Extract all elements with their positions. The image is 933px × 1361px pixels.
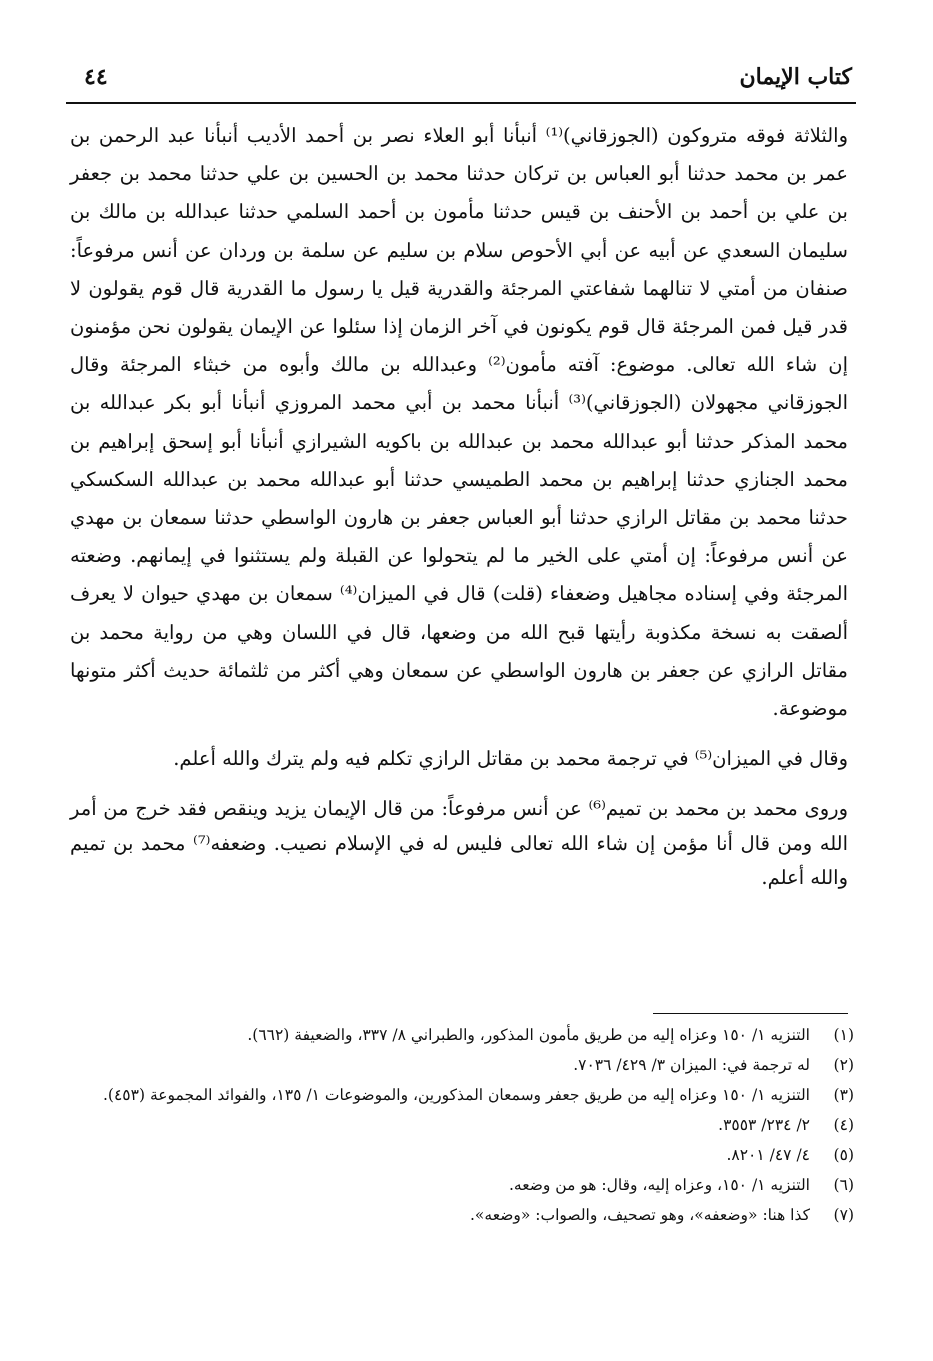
footnote-number: (٤): [833, 1116, 854, 1134]
footnote-number: (٧): [833, 1206, 854, 1224]
paragraph-3: وروى محمد بن محمد بن تميم⁽⁶⁾ عن أنس مرفوعاً: من قال الإيمان يزيد وينقص فقد خرج من أمر الله ومن قال أنا مؤمن إن شاء الله تعالى فليس له في الإسلام نصيب. وضعفه⁽⁷⁾ محمد بن تميم والله أعلم.: [70, 797, 849, 890]
footnote-number: (٦): [833, 1176, 854, 1194]
footnote-1: [70, 1020, 854, 1050]
footnote-text: التنزيه ١/ ١٥٠، وعزاه إليه، وقال: هو من وضعه.: [508, 1176, 810, 1194]
footnote-2: [70, 1050, 854, 1080]
header-rule: [66, 102, 856, 104]
footnote-text: كذا هنا: «وضعفه»، وهو تصحيف، والصواب: «وضعه».: [470, 1206, 810, 1224]
footnote-text: التنزيه ١/ ١٥٠ وعزاه إليه من طريق جعفر وسمعان المذكورين، والموضوعات ١/ ١٣٥، والفوائد المجموعة (٤٥٣).: [103, 1086, 810, 1104]
footnote-number: (٣): [833, 1086, 854, 1104]
paragraph-2: وقال في الميزان⁽⁵⁾ في ترجمة محمد بن مقاتل الرازي تكلم فيه ولم يترك والله أعلم.: [173, 747, 848, 771]
footnote-text: له ترجمة في: الميزان ٣/ ٤٢٩/ ٧٠٣٦.: [573, 1056, 810, 1074]
footnote-7: [70, 1200, 854, 1230]
footnote-number: (١): [833, 1026, 854, 1044]
footnote-text: التنزيه ١/ ١٥٠ وعزاه إليه من طريق مأمون المذكور، والطبراني ٨/ ٣٣٧، والضعيفة (٦٦٢).: [247, 1026, 810, 1044]
footnote-separator: [653, 1013, 848, 1014]
footnotes: [70, 1020, 854, 1230]
main-text: [70, 117, 848, 896]
footnote-number: (٢): [833, 1056, 854, 1074]
footnote-number: (٥): [833, 1146, 854, 1164]
footnote-6: [70, 1170, 854, 1200]
footnote-5: [70, 1140, 854, 1170]
running-header: [66, 60, 856, 104]
chapter-title: كتاب الإيمان: [739, 64, 852, 90]
paragraph-1: والثلاثة فوقه متروكون (الجوزقاني)⁽¹⁾ أنبأنا أبو العلاء نصر بن أحمد الأديب أنبأنا عبد الرحمن بن عمر بن محمد حدثنا أبو العباس بن تركان حدثنا محمد بن الحسين بن علي حدثنا محمد بن جعفر بن علي بن أحمد بن الأحنف بن قيس حدثنا مأمون بن أحمد السلمي حدثنا عبدالله بن مالك بن سليمان السعدي عن أبيه عن أبي الأحوص سلام بن سليم عن سلمة بن وردان عن أنس مرفوعاً: صنفان من أمتي لا تنالهما شفاعتي المرجئة والقدرية قيل يا رسول ما القدرية قال قوم يقولون لا قدر قيل فمن المرجئة قال قوم يكونون في آخر الزمان إذا سئلوا عن الإيمان يقولون نحن مؤمنون إن شاء الله تعالى. موضوع: آفته مأمون⁽²⁾ وعبدالله بن مالك وأبوه من خبثاء المرجئة وقال الجوزقاني مجهولان (الجوزقاني)⁽³⁾ أنبأنا محمد بن أبي محمد المروزي أنبأنا أبو بكر عبدالله بن محمد المذكر حدثنا أبو عبدالله محمد بن عبدالله بن باكويه الشيرازي أنبأنا أبو إسحق إبراهيم بن محمد الجنازي حدثنا إبراهيم بن محمد الطميسي حدثنا أبو عبدالله محمد بن عبدالله السكسكي حدثنا محمد بن مقاتل الرازي حدثنا أبو العباس جعفر بن هارون الواسطي حدثنا سمعان بن مهدي عن أنس مرفوعاً: إن أمتي على الخير ما لم يتحولوا عن القبلة ولم يستثنوا في إيمانهم. وضعته المرجئة وفي إسناده مجاهيل وضعفاء (قلت) قال في الميزان⁽⁴⁾ سمعان بن مهدي حيوان لا يعرف ألصقت به نسخة مكذوبة رأيتها قبح الله من وضعها، قال في اللسان وهي من رواية محمد بن مقاتل الرازي عن جعفر بن هارون الواسطي عن سمعان وهي أكثر من ثلثمائة حديث أكثر متونها موضوعة.: [70, 124, 849, 721]
footnote-text: ٢/ ٢٣٤/ ٣٥٥٣.: [718, 1116, 810, 1134]
page-number: ٤٤: [84, 64, 108, 90]
footnote-4: [70, 1110, 854, 1140]
footnote-text: ٤/ ٤٧/ ٨٢٠١.: [726, 1146, 810, 1164]
footnote-3: [70, 1080, 854, 1110]
